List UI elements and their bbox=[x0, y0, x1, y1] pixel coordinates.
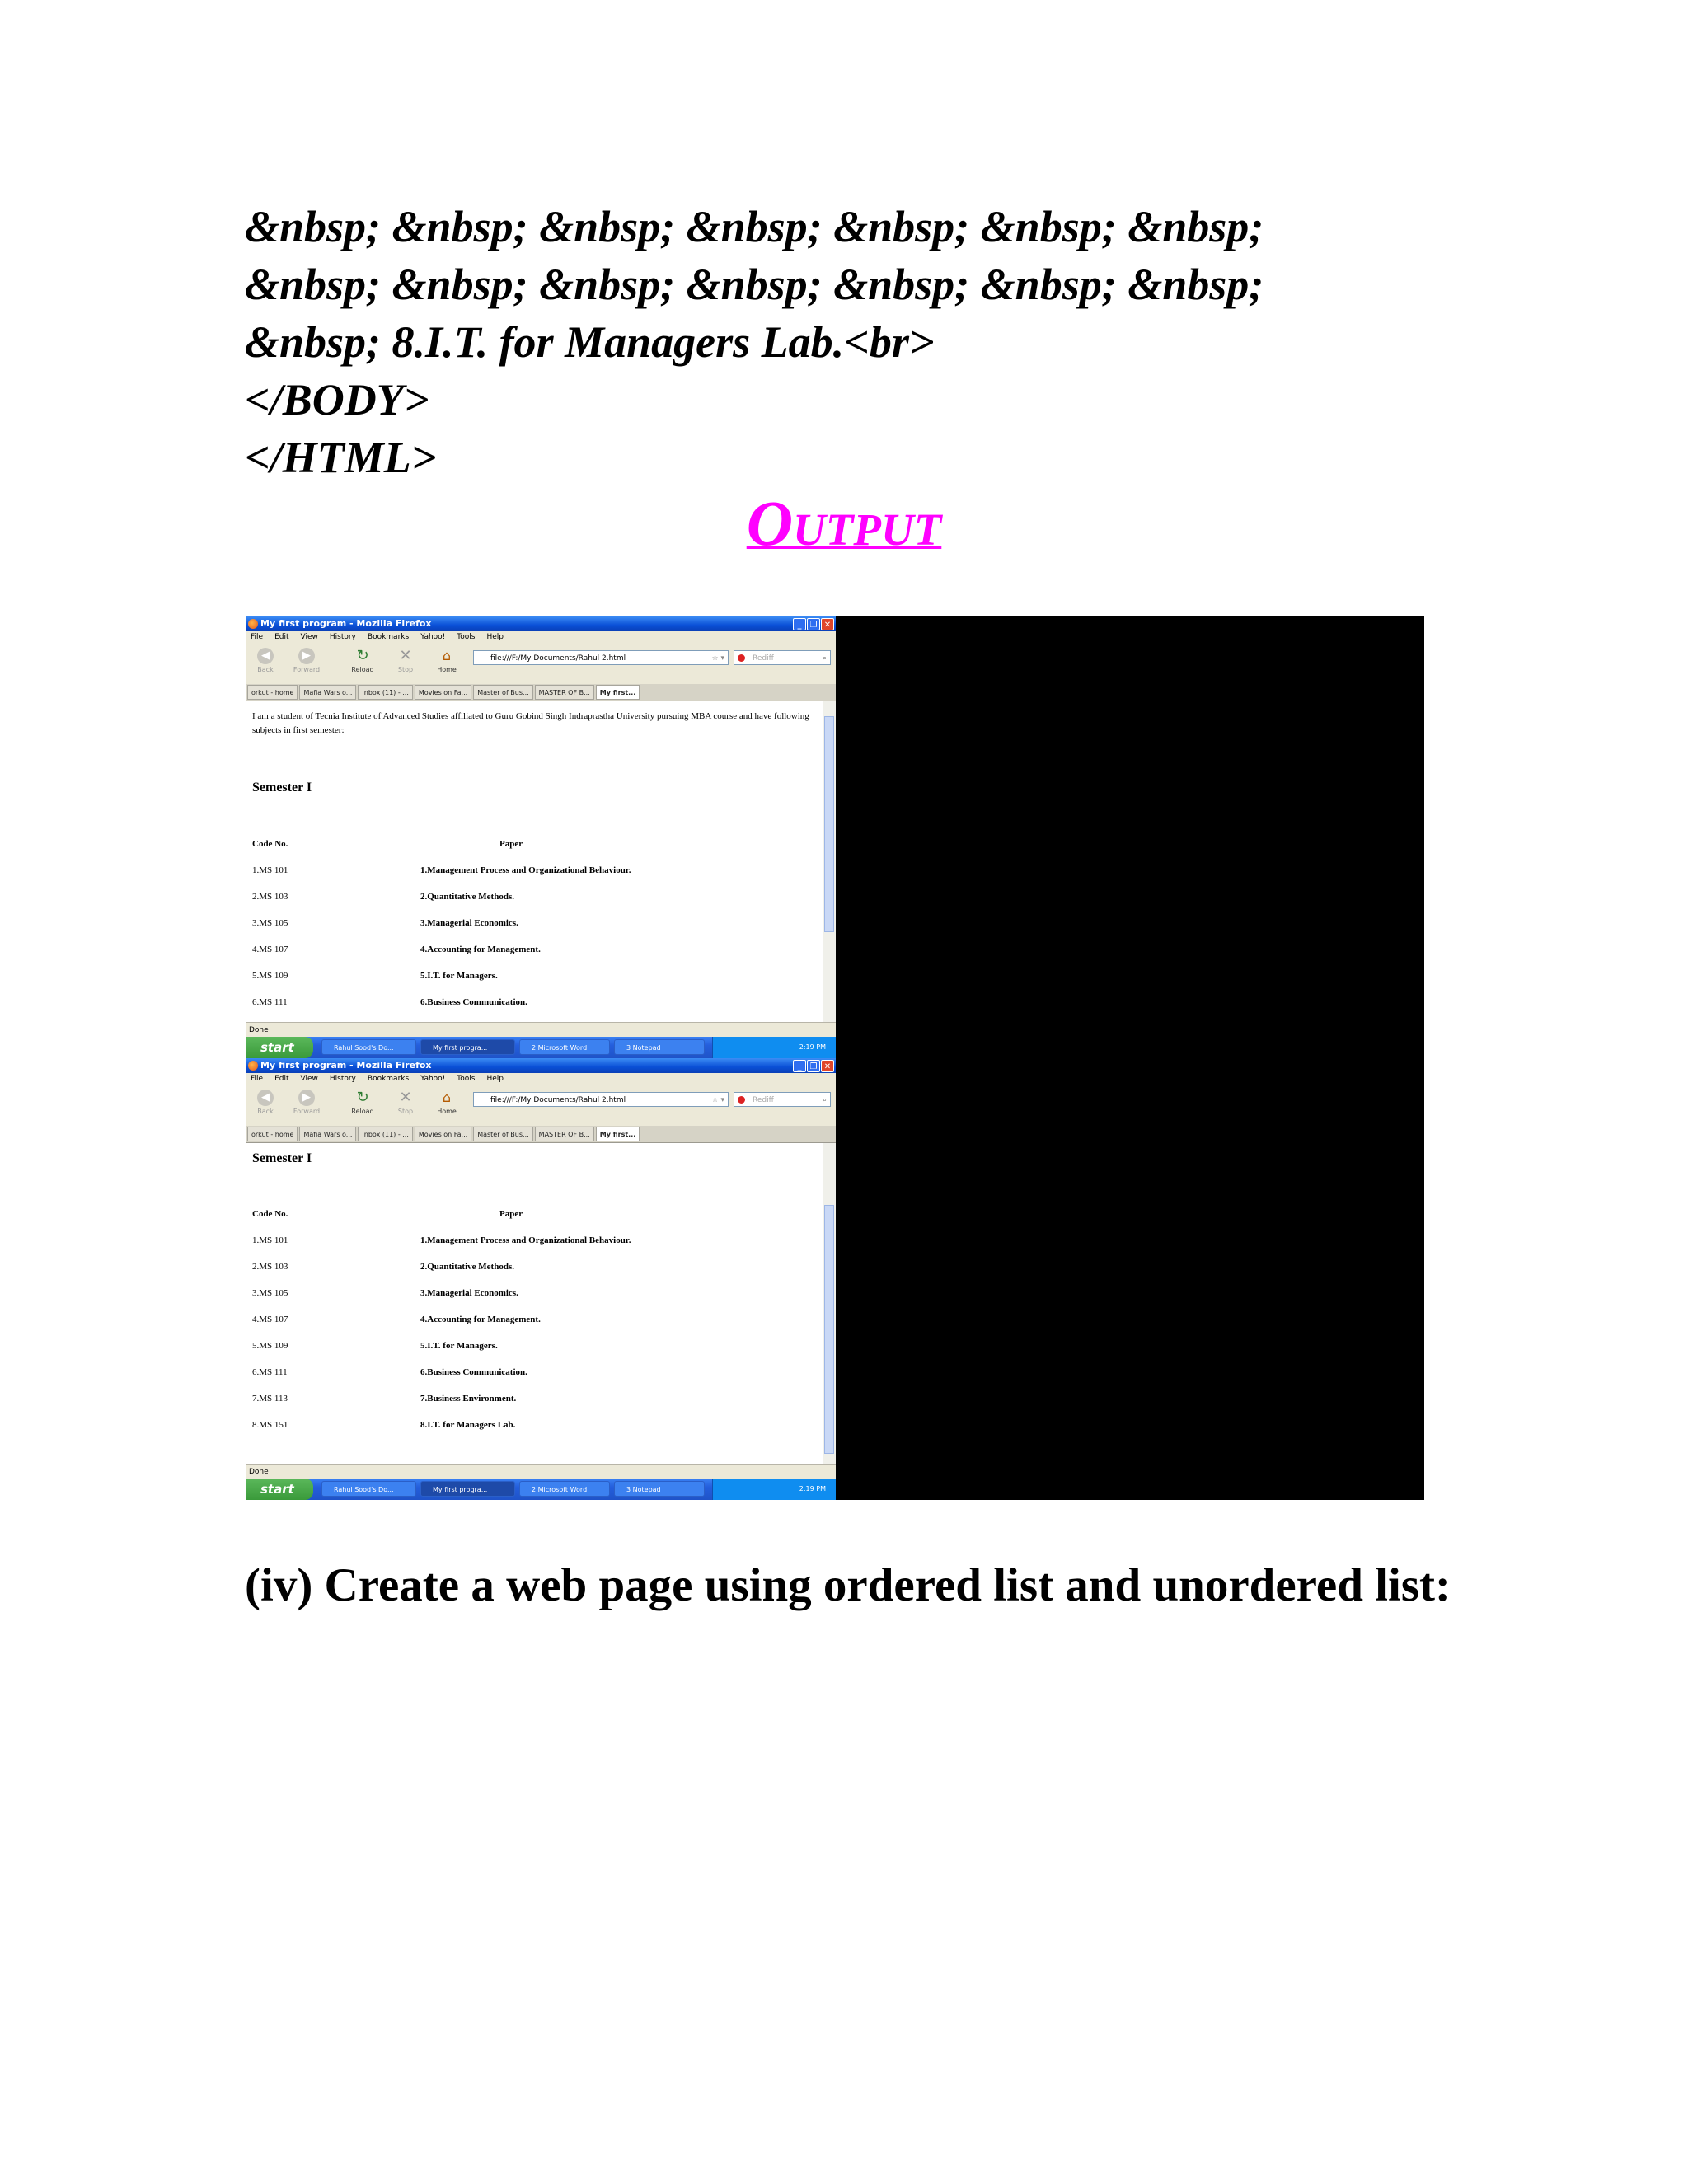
close-button[interactable]: ✕ bbox=[821, 1060, 834, 1072]
menu-help[interactable]: Help bbox=[486, 1075, 504, 1083]
taskbar bbox=[246, 1479, 836, 1500]
bookmark-star-icon[interactable]: ☆ ▾ bbox=[711, 1096, 724, 1104]
col-code-header: Code No. bbox=[252, 1209, 288, 1219]
home-icon: ⌂ bbox=[442, 1090, 452, 1105]
tab-my-first[interactable]: My first... bbox=[596, 685, 640, 700]
taskbar bbox=[246, 1037, 836, 1058]
clock: 2:19 PM bbox=[799, 1485, 826, 1493]
question-heading: (iv) Create a web page using ordered list and unordered list: bbox=[245, 1559, 1451, 1611]
menu-bookmarks[interactable]: Bookmarks bbox=[367, 1075, 410, 1083]
table-row: 6.MS 111 6.Business Communication. bbox=[252, 997, 528, 1007]
reload-button[interactable]: ↻ Reload bbox=[351, 647, 374, 673]
system-tray bbox=[712, 1037, 836, 1058]
home-button[interactable]: ⌂ Home bbox=[437, 648, 457, 673]
system-tray bbox=[712, 1479, 836, 1500]
start-button[interactable]: start bbox=[246, 1479, 313, 1500]
stop-button[interactable]: ✕ Stop bbox=[397, 647, 414, 673]
reload-icon: ↻ bbox=[356, 1089, 369, 1106]
table-row: 6.MS 111 6.Business Communication. bbox=[252, 1367, 528, 1377]
forward-arrow-icon: ▶ bbox=[298, 1090, 315, 1106]
window-title: My first program - Mozilla Firefox bbox=[260, 618, 432, 629]
table-row: 8.MS 151 8.I.T. for Managers Lab. bbox=[252, 1420, 516, 1430]
search-box[interactable]: Rediff ⌕ bbox=[734, 1092, 831, 1107]
table-row: 7.MS 113 7.Business Environment. bbox=[252, 1394, 517, 1404]
code-line: </HTML> bbox=[245, 433, 437, 482]
tab-movies[interactable]: Movies on Fa... bbox=[415, 1127, 471, 1141]
back-button[interactable]: ◀ Back bbox=[257, 649, 274, 673]
menu-view[interactable]: View bbox=[300, 1075, 318, 1083]
reload-icon: ↻ bbox=[356, 647, 369, 664]
table-row: 4.MS 107 4.Accounting for Management. bbox=[252, 1315, 541, 1324]
scroll-thumb[interactable] bbox=[824, 1205, 834, 1454]
search-engine-icon bbox=[738, 654, 745, 662]
code-line: &nbsp; 8.I.T. for Managers Lab.<br> bbox=[245, 317, 935, 367]
menu-history[interactable]: History bbox=[329, 1075, 356, 1083]
code-line: &nbsp; &nbsp; &nbsp; &nbsp; &nbsp; &nbsp; &nbsp; bbox=[245, 202, 1264, 251]
search-engine-icon bbox=[738, 1096, 745, 1104]
task-explorer[interactable]: Rahul Sood's Do... bbox=[321, 1481, 416, 1497]
tab-master-of-b[interactable]: MASTER OF B... bbox=[535, 685, 594, 700]
table-row: 2.MS 103 2.Quantitative Methods. bbox=[252, 1262, 514, 1272]
clock: 2:19 PM bbox=[799, 1043, 826, 1051]
tab-my-first[interactable]: My first... bbox=[596, 1127, 640, 1141]
code-line: </BODY> bbox=[245, 375, 429, 424]
navigation-toolbar bbox=[246, 1085, 836, 1126]
table-row: 3.MS 105 3.Managerial Economics. bbox=[252, 918, 518, 928]
stop-icon: ✕ bbox=[399, 1089, 412, 1106]
task-explorer[interactable]: Rahul Sood's Do... bbox=[321, 1039, 416, 1055]
table-row: 5.MS 109 5.I.T. for Managers. bbox=[252, 971, 498, 981]
table-row: 1.MS 101 1.Management Process and Organizational Behaviour. bbox=[252, 1235, 631, 1245]
table-row: 2.MS 103 2.Quantitative Methods. bbox=[252, 892, 514, 902]
title-bar bbox=[246, 616, 836, 631]
window-title: My first program - Mozilla Firefox bbox=[260, 1060, 432, 1071]
tab-orkut[interactable]: orkut - home bbox=[247, 1127, 298, 1141]
status-bar: Done bbox=[246, 1022, 836, 1037]
search-icon[interactable]: ⌕ bbox=[822, 654, 827, 663]
address-bar[interactable]: file:///F:/My Documents/Rahul 2.html ☆ ▾ bbox=[473, 1092, 729, 1107]
menu-edit[interactable]: Edit bbox=[274, 633, 289, 641]
start-button[interactable]: start bbox=[246, 1037, 313, 1058]
menu-tools[interactable]: Tools bbox=[457, 1075, 476, 1083]
maximize-button[interactable]: ❐ bbox=[807, 1060, 820, 1072]
vertical-scrollbar[interactable] bbox=[823, 701, 836, 1022]
intro-paragraph: I am a student of Tecnia Institute of Advanced Studies affiliated to Guru Gobind Singh Indraprastha University pursuing MBA course and have following subjects in first semester: bbox=[252, 711, 809, 735]
semester-heading: Semester I bbox=[252, 1151, 312, 1165]
navigation-toolbar bbox=[246, 643, 836, 684]
forward-button[interactable]: ▶ Forward bbox=[293, 649, 321, 673]
browser-window-1 bbox=[246, 616, 836, 1058]
tab-inbox[interactable]: Inbox (11) - ... bbox=[358, 1127, 412, 1141]
reload-button[interactable]: ↻ Reload bbox=[351, 1089, 374, 1115]
output-heading bbox=[0, 486, 1688, 560]
back-arrow-icon: ◀ bbox=[257, 1090, 274, 1106]
code-line: &nbsp; &nbsp; &nbsp; &nbsp; &nbsp; &nbsp; &nbsp; bbox=[245, 260, 1264, 309]
search-box[interactable]: Rediff ⌕ bbox=[734, 650, 831, 665]
task-word[interactable]: 2 Microsoft Word bbox=[519, 1039, 610, 1055]
status-bar: Done bbox=[246, 1464, 836, 1479]
close-button[interactable]: ✕ bbox=[821, 618, 834, 630]
page-content bbox=[246, 701, 823, 1022]
semester-heading: Semester I bbox=[252, 780, 312, 794]
stop-button[interactable]: ✕ Stop bbox=[397, 1089, 414, 1115]
tab-master-of-business[interactable]: Master of Bus... bbox=[473, 1127, 532, 1141]
menu-bar bbox=[246, 631, 836, 643]
menu-tools[interactable]: Tools bbox=[457, 633, 476, 641]
back-arrow-icon: ◀ bbox=[257, 648, 274, 664]
home-button[interactable]: ⌂ Home bbox=[437, 1090, 457, 1115]
menu-history[interactable]: History bbox=[329, 633, 356, 641]
menu-bar bbox=[246, 1073, 836, 1085]
tab-mafia-wars[interactable]: Mafia Wars o... bbox=[299, 685, 356, 700]
table-row: 1.MS 101 1.Management Process and Organizational Behaviour. bbox=[252, 865, 631, 875]
task-notepad[interactable]: 3 Notepad bbox=[614, 1039, 705, 1055]
menu-edit[interactable]: Edit bbox=[274, 1075, 289, 1083]
table-row: 4.MS 107 4.Accounting for Management. bbox=[252, 944, 541, 954]
menu-help[interactable]: Help bbox=[486, 633, 504, 641]
vertical-scrollbar[interactable] bbox=[823, 1143, 836, 1464]
output-screenshot bbox=[246, 616, 1424, 1500]
minimize-button[interactable]: _ bbox=[793, 618, 806, 630]
menu-bookmarks[interactable]: Bookmarks bbox=[367, 633, 410, 641]
tab-bar bbox=[246, 1126, 836, 1143]
scroll-thumb[interactable] bbox=[824, 716, 834, 932]
tab-movies[interactable]: Movies on Fa... bbox=[415, 685, 471, 700]
output-heading-text: Output bbox=[746, 487, 942, 559]
back-button[interactable]: ◀ Back bbox=[257, 1091, 274, 1115]
task-firefox[interactable]: My first progra... bbox=[420, 1481, 515, 1497]
minimize-button[interactable]: _ bbox=[793, 1060, 806, 1072]
col-code-header: Code No. bbox=[252, 839, 288, 849]
tab-orkut[interactable]: orkut - home bbox=[247, 685, 298, 700]
tab-bar bbox=[246, 684, 836, 701]
browser-window-2 bbox=[246, 1058, 836, 1500]
html-code-listing bbox=[245, 198, 1481, 486]
col-paper-header: Paper bbox=[499, 1209, 523, 1219]
tab-master-of-business[interactable]: Master of Bus... bbox=[473, 685, 532, 700]
task-notepad[interactable]: 3 Notepad bbox=[614, 1481, 705, 1497]
menu-yahoo[interactable]: Yahoo! bbox=[420, 633, 446, 641]
maximize-button[interactable]: ❐ bbox=[807, 618, 820, 630]
menu-file[interactable]: File bbox=[251, 1075, 264, 1083]
menu-yahoo[interactable]: Yahoo! bbox=[420, 1075, 446, 1083]
title-bar bbox=[246, 1058, 836, 1073]
address-bar[interactable]: file:///F:/My Documents/Rahul 2.html ☆ ▾ bbox=[473, 650, 729, 665]
col-paper-header: Paper bbox=[499, 839, 523, 849]
table-row: 5.MS 109 5.I.T. for Managers. bbox=[252, 1341, 498, 1351]
tab-inbox[interactable]: Inbox (11) - ... bbox=[358, 685, 412, 700]
forward-arrow-icon: ▶ bbox=[298, 648, 315, 664]
page-content bbox=[246, 1143, 823, 1464]
firefox-icon bbox=[248, 1061, 258, 1071]
firefox-icon bbox=[248, 619, 258, 629]
tab-mafia-wars[interactable]: Mafia Wars o... bbox=[299, 1127, 356, 1141]
stop-icon: ✕ bbox=[399, 647, 412, 664]
table-row: 3.MS 105 3.Managerial Economics. bbox=[252, 1288, 518, 1298]
task-word[interactable]: 2 Microsoft Word bbox=[519, 1481, 610, 1497]
home-icon: ⌂ bbox=[442, 648, 452, 663]
search-icon[interactable]: ⌕ bbox=[822, 1096, 827, 1104]
forward-button[interactable]: ▶ Forward bbox=[293, 1091, 321, 1115]
menu-file[interactable]: File bbox=[251, 633, 264, 641]
task-firefox[interactable]: My first progra... bbox=[420, 1039, 515, 1055]
bookmark-star-icon[interactable]: ☆ ▾ bbox=[711, 654, 724, 663]
tab-master-of-b[interactable]: MASTER OF B... bbox=[535, 1127, 594, 1141]
menu-view[interactable]: View bbox=[300, 633, 318, 641]
